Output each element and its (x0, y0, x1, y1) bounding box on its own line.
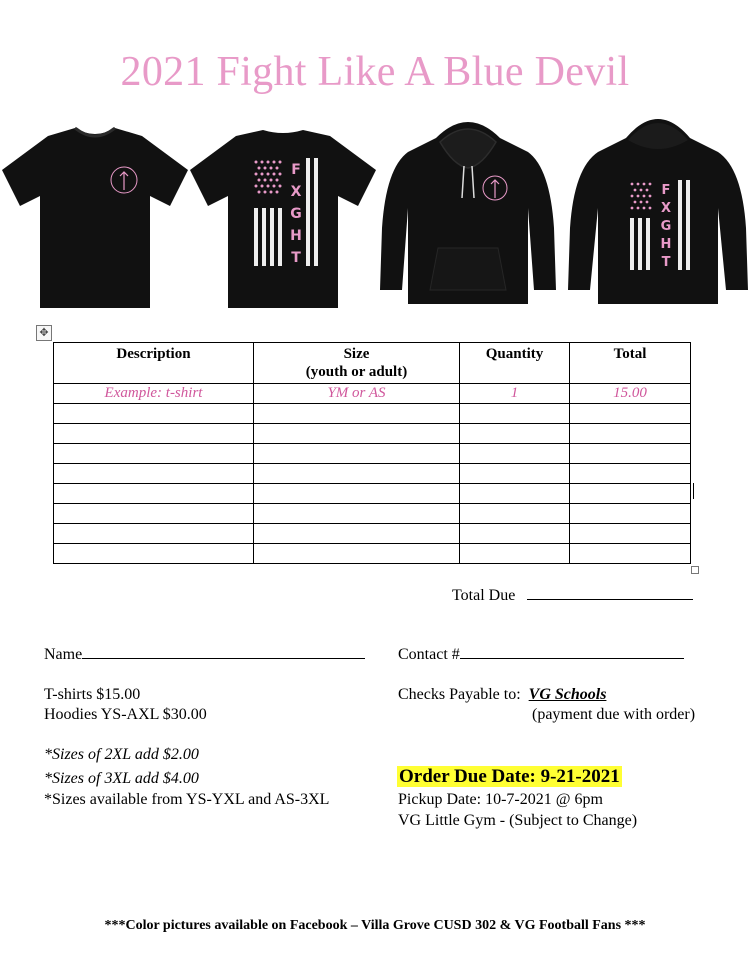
example-description[interactable]: Example: t-shirt (54, 384, 254, 404)
hoodie-price: Hoodies YS-AXL $30.00 (44, 706, 207, 723)
contact-field[interactable] (460, 646, 684, 659)
cell-total[interactable] (570, 504, 691, 524)
checks-payable (398, 686, 606, 704)
cell-size[interactable] (254, 544, 460, 564)
cell-total[interactable] (570, 424, 691, 444)
header-quantity: Quantity (460, 343, 570, 384)
size-2xl-note: *Sizes of 2XL add $2.00 (44, 746, 199, 763)
cell-description[interactable] (54, 424, 254, 444)
pickup-place: VG Little Gym - (Subject to Change) (398, 812, 638, 829)
cell-description[interactable] (54, 484, 254, 504)
table-row (54, 504, 691, 524)
table-row (54, 464, 691, 484)
svg-text:T: T (661, 255, 671, 270)
example-quantity[interactable]: 1 (460, 384, 570, 404)
cell-description[interactable] (54, 444, 254, 464)
table-row (54, 444, 691, 464)
header-total: Total (570, 343, 691, 384)
svg-text:F: F (661, 183, 671, 198)
name-row (44, 646, 365, 664)
cell-quantity[interactable] (460, 444, 570, 464)
cell-quantity[interactable] (460, 404, 570, 424)
contact-label: Contact # (398, 646, 460, 663)
table-row (54, 524, 691, 544)
cell-description[interactable] (54, 464, 254, 484)
cell-quantity[interactable] (460, 484, 570, 504)
svg-text:X: X (660, 201, 672, 216)
pickup-date: Pickup Date: 10-7-2021 @ 6pm (398, 791, 603, 808)
garment-images (0, 108, 750, 313)
order-due-date (397, 766, 622, 788)
cell-total[interactable] (570, 524, 691, 544)
hoodie-front-image (378, 108, 558, 313)
cell-size[interactable] (254, 484, 460, 504)
cell-size[interactable] (254, 424, 460, 444)
svg-text:T: T (291, 250, 301, 266)
svg-text:H: H (290, 228, 302, 244)
svg-text:G: G (290, 206, 302, 222)
sizes-available-note: *Sizes available from YS-YXL and AS-3XL (44, 791, 330, 808)
table-row (54, 544, 691, 564)
order-due-highlight: Order Due Date: 9-21-2021 (399, 766, 620, 787)
cell-quantity[interactable] (460, 544, 570, 564)
cell-total[interactable] (570, 464, 691, 484)
table-move-handle-icon[interactable]: ✥ (36, 325, 52, 341)
total-due-label: Total Due (452, 587, 516, 604)
name-field[interactable] (82, 646, 365, 659)
total-due (452, 587, 693, 605)
cell-quantity[interactable] (460, 524, 570, 544)
cell-description[interactable] (54, 524, 254, 544)
cell-description[interactable] (54, 504, 254, 524)
contact-row (398, 646, 684, 664)
total-due-field[interactable] (527, 587, 693, 600)
table-row (54, 424, 691, 444)
page-title: 2021 Fight Like A Blue Devil (120, 49, 630, 95)
cell-description[interactable] (54, 404, 254, 424)
text-cursor (693, 483, 694, 499)
table-header-row (54, 343, 691, 384)
cell-quantity[interactable] (460, 504, 570, 524)
cell-size[interactable] (254, 404, 460, 424)
hoodie-back-image (566, 108, 750, 313)
payment-note: (payment due with order) (532, 706, 696, 723)
cell-total[interactable] (570, 544, 691, 564)
tshirt-front-image (0, 108, 190, 313)
header-description: Description (54, 343, 254, 384)
svg-text:H: H (660, 237, 672, 252)
cell-total[interactable] (570, 444, 691, 464)
cell-size[interactable] (254, 464, 460, 484)
header-size (254, 343, 460, 384)
tshirt-price: T-shirts $15.00 (44, 686, 141, 703)
checks-label: Checks Payable to: (398, 686, 521, 703)
table-row (54, 404, 691, 424)
tshirt-back-image (188, 108, 378, 313)
checks-payee: VG Schools (528, 686, 607, 703)
example-total[interactable]: 15.00 (570, 384, 691, 404)
cell-size[interactable] (254, 504, 460, 524)
header-size-line2: (youth or adult) (305, 364, 408, 380)
table-row (54, 484, 691, 504)
svg-text:X: X (290, 184, 302, 200)
size-3xl-note: *Sizes of 3XL add $4.00 (44, 770, 199, 787)
cell-total[interactable] (570, 484, 691, 504)
cell-size[interactable] (254, 444, 460, 464)
order-table (53, 342, 691, 564)
table-resize-handle[interactable] (691, 566, 699, 574)
example-size[interactable]: YM or AS (254, 384, 460, 404)
svg-text:F: F (291, 162, 301, 178)
cell-quantity[interactable] (460, 464, 570, 484)
header-size-line1: Size (343, 346, 370, 362)
svg-text:G: G (660, 219, 672, 234)
cell-description[interactable] (54, 544, 254, 564)
cell-total[interactable] (570, 404, 691, 424)
name-label: Name (44, 646, 83, 663)
cell-size[interactable] (254, 524, 460, 544)
footer-note: ***Color pictures available on Facebook – Villa Grove CUSD 302 & VG Football Fans *** (104, 918, 646, 933)
cell-quantity[interactable] (460, 424, 570, 444)
example-row (54, 384, 691, 404)
